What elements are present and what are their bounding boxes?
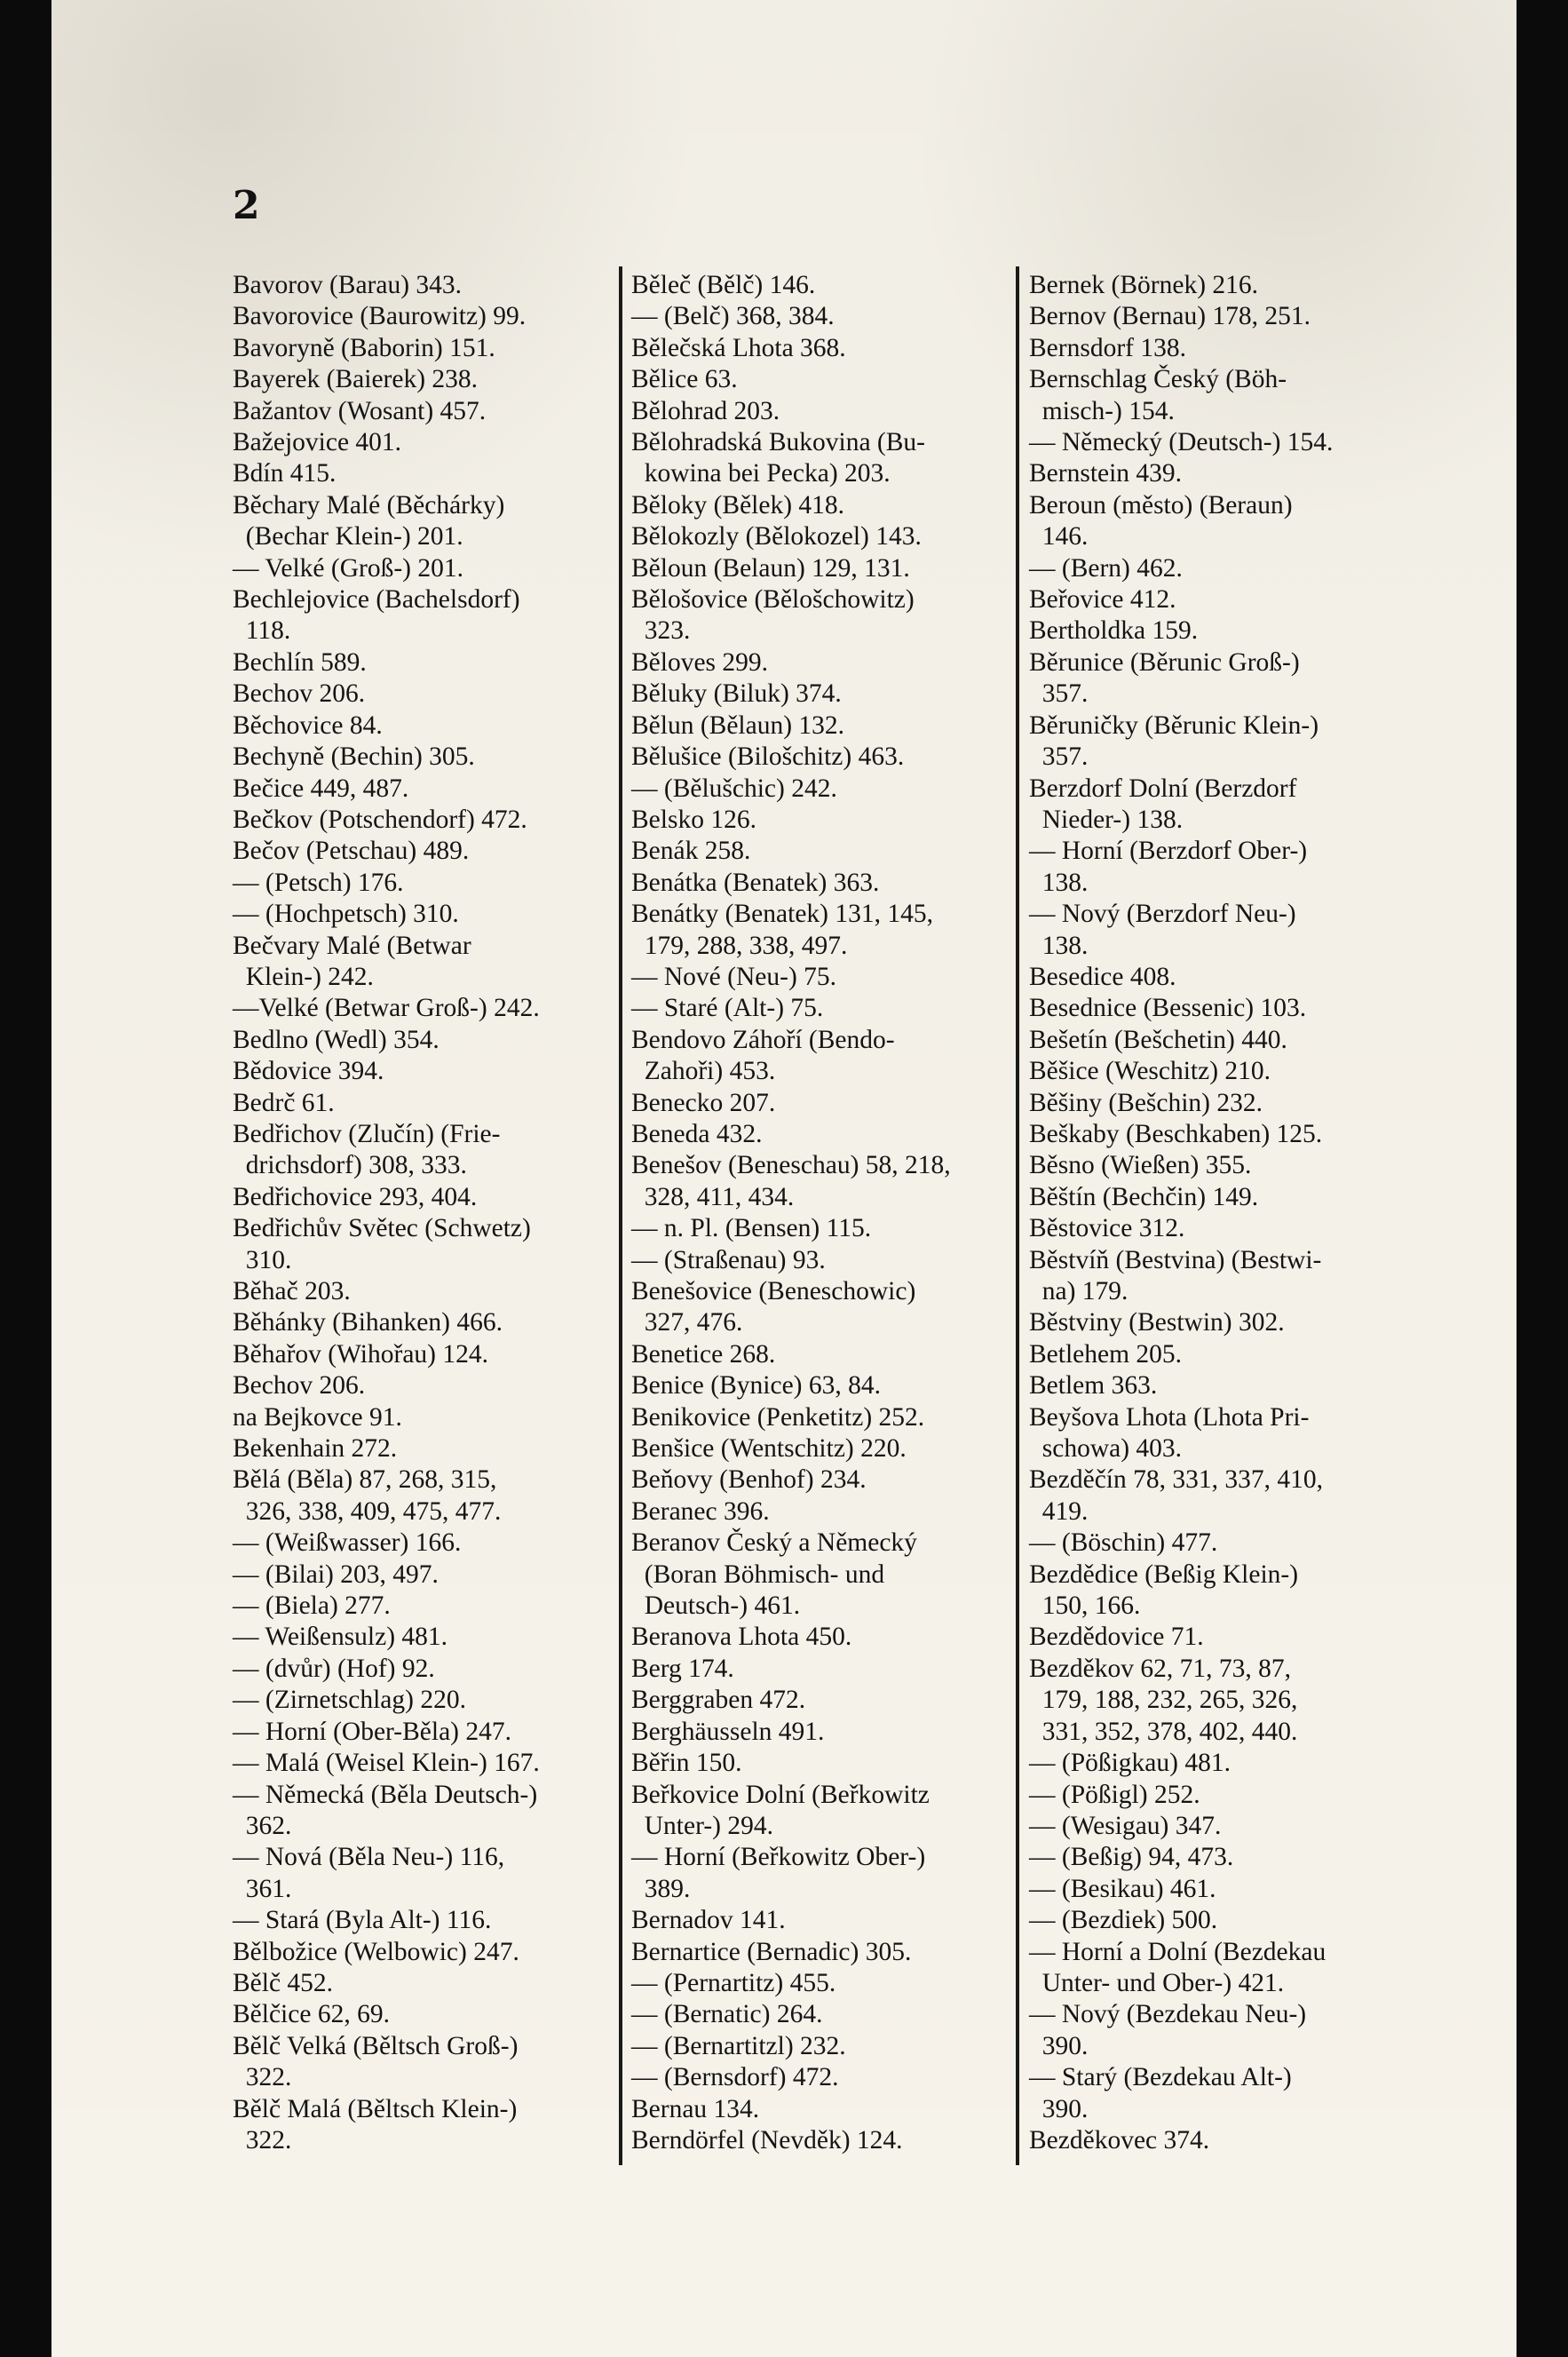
index-entry-line: — Malá (Weisel Klein-) 167. [233, 1749, 540, 1778]
index-entry-line: 362. [233, 1811, 292, 1840]
index-entry-line: 179, 288, 338, 497. [631, 931, 848, 960]
index-entry-line: Bezděkovec 374. [1029, 2125, 1210, 2155]
index-entry-line: Bechov 206. [233, 679, 366, 709]
index-column-1 [233, 270, 614, 2156]
index-entry-line: Benikovice (Penketitz) 252. [631, 1402, 925, 1432]
index-entry-line: Bernsdorf 138. [1029, 333, 1186, 362]
index-entry-line: — Horní (Beřkowitz Ober-) [631, 1843, 926, 1872]
index-entry-line: Běstviny (Bestwin) 302. [1029, 1308, 1285, 1337]
index-entry-line: Bechlín 589. [233, 647, 367, 677]
index-entry-line: Běchary Malé (Běchárky) [233, 490, 505, 520]
index-entry-line: Benšice (Wentschitz) 220. [631, 1434, 907, 1464]
index-entry-line: — (Biela) 277. [233, 1591, 391, 1621]
index-entry-line: Klein-) 242. [233, 962, 374, 991]
index-entry-line: Beřkovice Dolní (Beřkowitz [631, 1780, 930, 1809]
index-entry-line: — (Bernsdorf) 472. [631, 2063, 839, 2092]
index-entry-line: Benák 258. [631, 837, 751, 866]
index-entry-line: Bavorov (Barau) 343. [233, 271, 463, 299]
index-entry-line: Běšiny (Bešchin) 232. [1029, 1088, 1263, 1117]
index-entry-line: Bečvary Malé (Betwar [233, 931, 471, 960]
index-entry-line: Bernek (Börnek) 216. [1029, 271, 1259, 299]
index-entry-line: Bernov (Bernau) 178, 251. [1029, 302, 1311, 331]
index-entry-line: Bečice 449, 487. [233, 774, 409, 803]
index-entry-line: —Velké (Betwar Groß-) 242. [233, 994, 540, 1023]
index-entry-line: Benátky (Benatek) 131, 145, [631, 900, 933, 929]
index-entry-line: 328, 411, 434. [631, 1182, 795, 1211]
index-entry-line: — (Bilai) 203, 497. [233, 1559, 439, 1589]
index-entry-line: — Německá (Běla Deutsch-) [233, 1780, 538, 1809]
index-entry-line: 390. [1029, 2031, 1089, 2060]
index-entry-line: Běšice (Weschitz) 210. [1029, 1057, 1271, 1086]
index-entry-line: Běřin 150. [631, 1749, 742, 1778]
index-entry-line: 323. [631, 616, 691, 646]
index-entry-line: Běloun (Belaun) 129, 131. [631, 553, 910, 583]
index-entry-line: Berzdorf Dolní (Berzdorf [1029, 774, 1297, 803]
index-entry-line: Běluky (Biluk) 374. [631, 679, 842, 709]
index-entry-line: Bělbožice (Welbowic) 247. [233, 1937, 519, 1966]
index-entry-line: 357. [1029, 679, 1089, 709]
index-entry-line: 326, 338, 409, 475, 477. [233, 1496, 502, 1526]
index-entry-line: Nieder-) 138. [1029, 805, 1184, 834]
index-entry-line: Běleč (Bělč) 146. [631, 271, 816, 299]
index-entry-line: Bělošovice (Bělošchowitz) [631, 585, 915, 615]
index-entry-line: Běstvíň (Bestvina) (Bestwi- [1029, 1245, 1322, 1274]
index-entry-line: Betlehem 205. [1029, 1339, 1183, 1369]
index-entry-line: Deutsch-) 461. [631, 1591, 801, 1621]
index-entry-line: Bělice 63. [631, 365, 738, 394]
column-divider [619, 266, 622, 2165]
index-entry-line: Bešetín (Bešchetin) 440. [1029, 1025, 1287, 1054]
index-entry-line: — (Pößigl) 252. [1029, 1780, 1200, 1809]
index-entry-line: 327, 476. [631, 1308, 743, 1337]
index-entry-line: Bažantov (Wosant) 457. [233, 396, 487, 425]
index-entry-line: — Nový (Bezdekau Neu-) [1029, 2000, 1307, 2029]
index-entry-line: Berg 174. [631, 1654, 734, 1683]
index-entry-line: (Bechar Klein-) 201. [233, 522, 463, 552]
index-entry-line: Beranec 396. [631, 1496, 770, 1526]
index-entry-line: 138. [1029, 868, 1089, 897]
index-entry-line: Bedlno (Wedl) 354. [233, 1025, 440, 1054]
index-entry-line: Beranova Lhota 450. [631, 1623, 852, 1652]
index-entry-line: — (Petsch) 176. [233, 868, 404, 897]
index-entry-line: 419. [1029, 1496, 1089, 1526]
index-entry-line: Bělč 452. [233, 1968, 334, 1997]
index-entry-line: 322. [233, 2125, 292, 2155]
index-entry-line: Bezdědovice 71. [1029, 1623, 1204, 1652]
index-entry-line: Bechlejovice (Bachelsdorf) [233, 585, 520, 615]
index-entry-line: — (Belč) 368, 384. [631, 302, 835, 331]
index-entry-line: (Boran Böhmisch- und [631, 1559, 885, 1589]
index-entry-line: Běsno (Wießen) 355. [1029, 1151, 1252, 1180]
index-entry-line: kowina bei Pecka) 203. [631, 459, 891, 488]
index-entry-line: Bělčice 62, 69. [233, 2000, 390, 2029]
index-entry-line: Benecko 207. [631, 1088, 776, 1117]
index-entry-line: Bělečská Lhota 368. [631, 333, 846, 362]
index-entry-line: 118. [233, 616, 291, 646]
index-entry-line: — (Hochpetsch) 310. [233, 900, 459, 929]
index-entry-line: Běchovice 84. [233, 710, 383, 740]
index-entry-line: 310. [233, 1245, 292, 1274]
index-entry-line: Běhařov (Wihořau) 124. [233, 1339, 488, 1369]
index-entry-line: Benešovice (Beneschowic) [631, 1277, 916, 1305]
index-entry-line: Bedřichovice 293, 404. [233, 1182, 478, 1211]
index-entry-line: — (Bělušchic) 242. [631, 774, 837, 803]
index-entry-line: Belsko 126. [631, 805, 756, 834]
index-entry-line: — Stará (Byla Alt-) 116. [233, 1906, 492, 1935]
index-entry-line: Bertholdka 159. [1029, 616, 1199, 646]
index-entry-line: — (Straßenau) 93. [631, 1245, 826, 1274]
index-entry-line: Běštín (Bechčin) 149. [1029, 1182, 1259, 1211]
index-entry-line: Bečkov (Potschendorf) 472. [233, 805, 527, 834]
index-entry-line: — (Bezdiek) 500. [1029, 1906, 1218, 1935]
index-entry-line: — Horní a Dolní (Bezdekau [1029, 1937, 1326, 1966]
index-entry-line: Bayerek (Baierek) 238. [233, 365, 479, 394]
index-entry-line: Bělokozly (Bělokozel) 143. [631, 522, 922, 552]
index-entry-line: — (Böschin) 477. [1029, 1528, 1218, 1558]
index-entry-line: Bavorovice (Baurowitz) 99. [233, 302, 527, 331]
index-entry-line: — Horní (Ober-Běla) 247. [233, 1717, 511, 1746]
index-entry-line: Beroun (město) (Beraun) [1029, 490, 1293, 520]
index-entry-line: — Nový (Berzdorf Neu-) [1029, 900, 1296, 929]
index-entry-line: Bezdědice (Beßig Klein-) [1029, 1559, 1299, 1589]
index-entry-line: 361. [233, 1874, 292, 1903]
index-entry-line: Bedřichův Světec (Schwetz) [233, 1214, 531, 1243]
index-entry-line: Beranov Český a Německý [631, 1528, 917, 1558]
index-entry-line: Bělohrad 203. [631, 396, 780, 425]
index-entry-line: drichsdorf) 308, 333. [233, 1151, 467, 1180]
index-entry-line: Beneda 432. [631, 1119, 763, 1148]
index-entry-line: — (Zirnetschlag) 220. [233, 1686, 466, 1715]
index-entry-line: Benetice 268. [631, 1339, 776, 1369]
index-entry-line: Běloves 299. [631, 647, 769, 677]
index-entry-line: 146. [1029, 522, 1089, 552]
index-entry-line: 389. [631, 1874, 691, 1903]
index-entry-line: — Nové (Neu-) 75. [631, 962, 837, 991]
index-entry-line: Bědovice 394. [233, 1057, 384, 1086]
index-entry-line: Benátka (Benatek) 363. [631, 868, 880, 897]
index-entry-line: Bernstein 439. [1029, 459, 1183, 488]
index-entry-line: Unter-) 294. [631, 1811, 773, 1840]
index-entry-line: — Weißensulz) 481. [233, 1623, 448, 1652]
index-entry-line: Bažejovice 401. [233, 428, 402, 457]
index-entry-line: Bělč Malá (Běltsch Klein-) [233, 2094, 518, 2123]
index-entry-line: Bělohradská Bukovina (Bu- [631, 428, 925, 457]
index-entry-line: — (Pernartitz) 455. [631, 1968, 836, 1997]
index-entry-line: Zahoři) 453. [631, 1057, 776, 1086]
index-column-2 [631, 270, 1015, 2156]
index-entry-line: Benice (Bynice) 63, 84. [631, 1371, 881, 1401]
index-entry-line: Bělun (Bělaun) 132. [631, 710, 845, 740]
column-divider [1016, 266, 1019, 2165]
index-entry-line: Bedrč 61. [233, 1088, 335, 1117]
index-entry-line: Bezděkov 62, 71, 73, 87, [1029, 1654, 1291, 1683]
index-entry-line: Berndörfel (Nevděk) 124. [631, 2125, 903, 2155]
index-entry-line: Benešov (Beneschau) 58, 218, [631, 1151, 951, 1180]
index-entry-line: Betlem 363. [1029, 1371, 1158, 1401]
index-entry-line: Běhač 203. [233, 1277, 351, 1305]
index-entry-line: Běstovice 312. [1029, 1214, 1185, 1243]
index-entry-line: 138. [1029, 931, 1089, 960]
index-entry-line: — Velké (Groß-) 201. [233, 553, 463, 583]
index-entry-line: Bdín 415. [233, 459, 337, 488]
index-entry-line: 357. [1029, 742, 1089, 772]
index-entry-line: Bechov 206. [233, 1371, 366, 1401]
index-entry-line: Bedřichov (Zlučín) (Frie- [233, 1119, 501, 1148]
index-entry-line: — (Weißwasser) 166. [233, 1528, 462, 1558]
index-entry-line: Bernadov 141. [631, 1906, 786, 1935]
index-entry-line: — (Bern) 462. [1029, 553, 1183, 583]
index-entry-line: Unter- und Ober-) 421. [1029, 1968, 1285, 1997]
index-entry-line: Berghäusseln 491. [631, 1717, 825, 1746]
index-entry-line: — Staré (Alt-) 75. [631, 994, 824, 1023]
index-entry-line: Bechyně (Bechin) 305. [233, 742, 475, 772]
index-entry-line: — (Bernartitzl) 232. [631, 2031, 846, 2060]
index-entry-line: — Německý (Deutsch-) 154. [1029, 428, 1334, 457]
index-entry-line: Běloky (Bělek) 418. [631, 490, 845, 520]
index-entry-line: — (Wesigau) 347. [1029, 1811, 1222, 1840]
index-entry-line: Besedice 408. [1029, 962, 1176, 991]
index-entry-line: Bekenhain 272. [233, 1434, 398, 1464]
index-entry-line: — (dvůr) (Hof) 92. [233, 1654, 435, 1683]
index-entry-line: — (Pößigkau) 481. [1029, 1749, 1231, 1778]
index-entry-line: na) 179. [1029, 1277, 1128, 1305]
index-entry-line: Bernschlag Český (Böh- [1029, 365, 1287, 394]
index-entry-line: Bělč Velká (Běltsch Groß-) [233, 2031, 519, 2060]
index-entry-line: Bernartice (Bernadic) 305. [631, 1937, 912, 1966]
index-entry-line: — Nová (Běla Neu-) 116, [233, 1843, 505, 1872]
index-entry-line: Běhánky (Bihanken) 466. [233, 1308, 503, 1337]
index-entry-line: misch-) 154. [1029, 396, 1175, 425]
index-entry-line: na Bejkovce 91. [233, 1402, 402, 1432]
index-entry-line: Bernau 134. [631, 2094, 760, 2123]
index-entry-line: Beřovice 412. [1029, 585, 1176, 615]
index-entry-line: Bělušice (Bilošchitz) 463. [631, 742, 905, 772]
index-entry-line: Bečov (Petschau) 489. [233, 837, 470, 866]
page-number: 2 [233, 183, 260, 228]
index-entry-line: Beyšova Lhota (Lhota Pri- [1029, 1402, 1310, 1432]
index-column-3 [1029, 270, 1424, 2156]
index-entry-line: — (Besikau) 461. [1029, 1874, 1216, 1903]
index-entry-line: Berggraben 472. [631, 1686, 806, 1715]
index-entry-line: 390. [1029, 2094, 1089, 2123]
index-entry-line: Běruničky (Běrunic Klein-) [1029, 710, 1319, 740]
index-entry-line: 179, 188, 232, 265, 326, [1029, 1686, 1298, 1715]
index-entry-line: Beškaby (Beschkaben) 125. [1029, 1119, 1323, 1148]
index-entry-line: Besednice (Bessenic) 103. [1029, 994, 1307, 1023]
index-entry-line: Bavoryně (Baborin) 151. [233, 333, 495, 362]
index-entry-line: 322. [233, 2063, 292, 2092]
index-entry-line: — (Beßig) 94, 473. [1029, 1843, 1234, 1872]
index-entry-line: schowa) 403. [1029, 1434, 1183, 1464]
index-entry-line: Běrunice (Běrunic Groß-) [1029, 647, 1300, 677]
index-entry-line: Bezděčín 78, 331, 337, 410, [1029, 1465, 1323, 1495]
index-entry-line: 331, 352, 378, 402, 440. [1029, 1717, 1298, 1746]
index-entry-line: 150, 166. [1029, 1591, 1141, 1621]
index-entry-line: Bělá (Běla) 87, 268, 315, [233, 1465, 497, 1495]
index-entry-line: — (Bernatic) 264. [631, 2000, 823, 2029]
index-entry-line: — Horní (Berzdorf Ober-) [1029, 837, 1308, 866]
index-entry-line: Beňovy (Benhof) 234. [631, 1465, 867, 1495]
index-entry-line: — n. Pl. (Bensen) 115. [631, 1214, 872, 1243]
index-entry-line: — Starý (Bezdekau Alt-) [1029, 2063, 1292, 2092]
index-entry-line: Bendovo Záhoří (Bendo- [631, 1025, 895, 1054]
